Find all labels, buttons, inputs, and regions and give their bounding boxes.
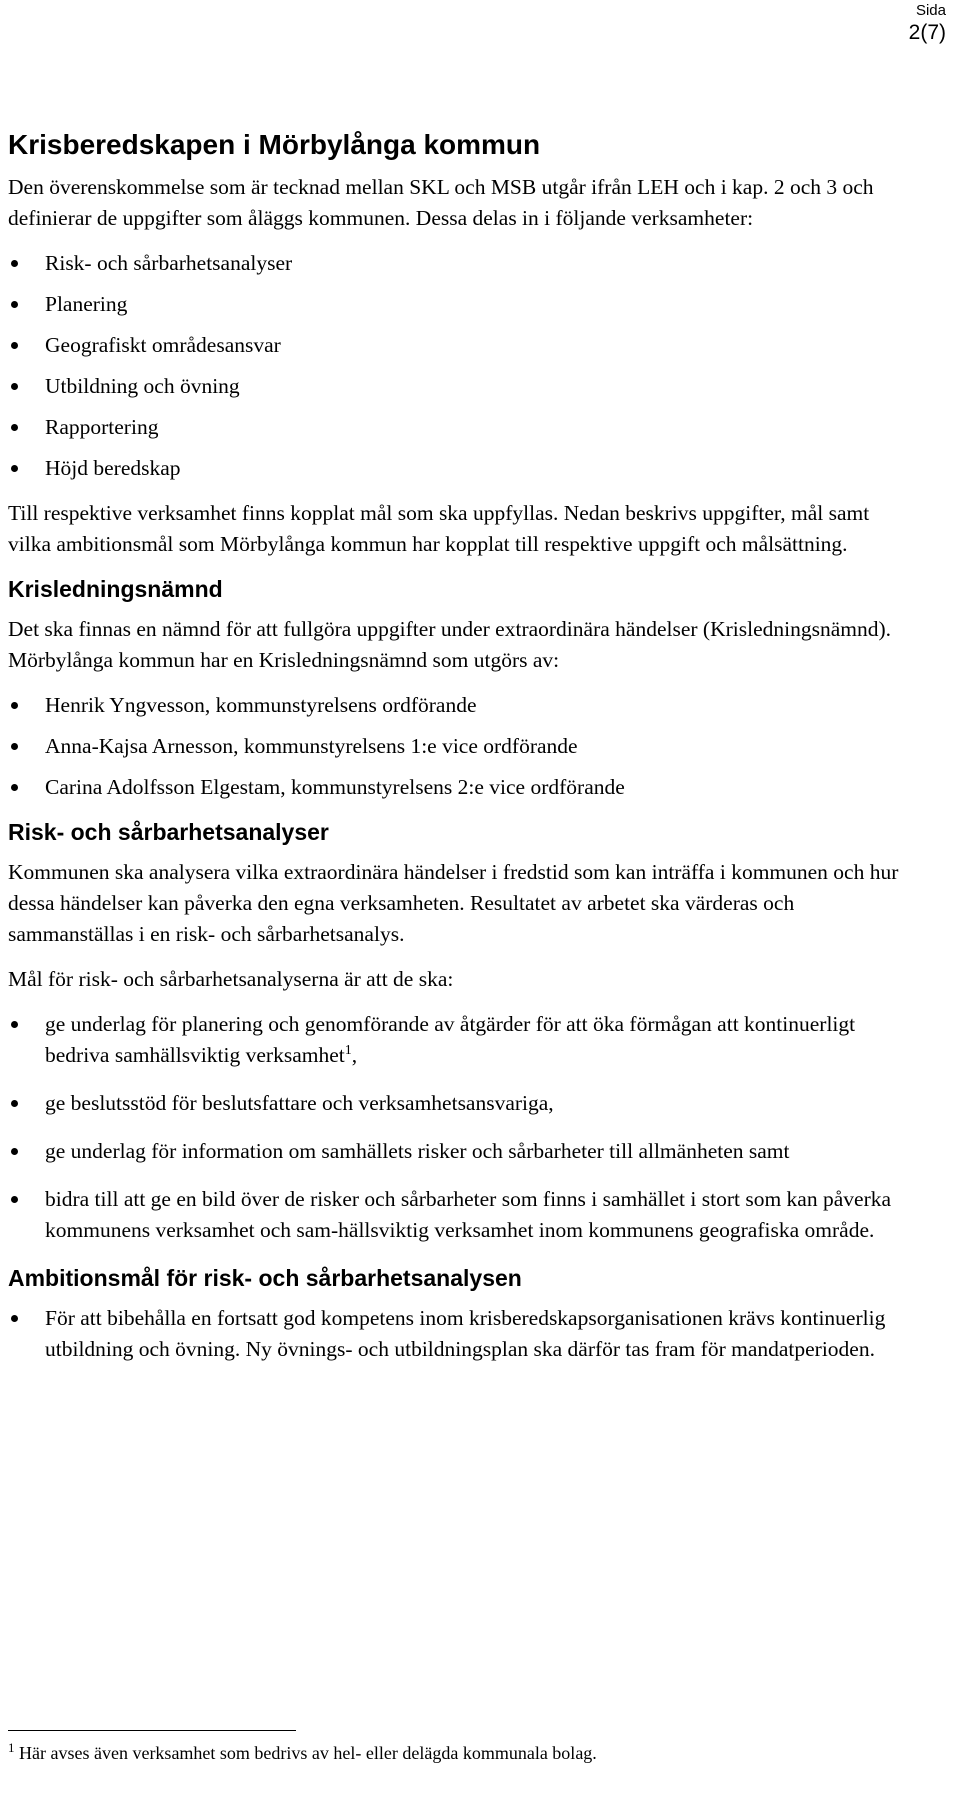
footnote-ref: 1 xyxy=(344,1042,352,1058)
page-label: Sida xyxy=(915,2,946,19)
list-item: Risk- och sårbarhetsanalyser xyxy=(8,248,908,279)
page-indicator xyxy=(909,2,946,46)
intro-paragraph-2: Till respektive verksamhet finns kopplat mål som ska uppfyllas. Nedan beskrivs uppgifter, mål samt vilka ambitionsmål som Mörbylånga kommun har kopplat till respektive uppgift och målsättning. xyxy=(8,501,870,556)
section-heading-rsa: Risk- och sårbarhetsanalyser xyxy=(8,819,329,845)
footnote-separator xyxy=(8,1730,296,1731)
page-number: 2(7) xyxy=(908,21,946,44)
activity-list xyxy=(8,248,908,484)
ambition-list xyxy=(8,1303,908,1365)
krisledning-paragraph: Det ska finnas en nämnd för att fullgöra uppgifter under extraordinära händelser (Krisledningsnämnd). Mörbylånga kommun har en Krisledningsnämnd som utgörs av: xyxy=(8,617,892,672)
rsa-paragraph: Kommunen ska analysera vilka extraordinära händelser i fredstid som kan inträffa i kommunen och hur dessa händelser kan påverka den egna verksamheten. Resultatet av arbetet ska värderas och sammanställas i en risk- och sårbarhetsanalys. xyxy=(8,860,899,946)
intro-paragraph: Den överenskommelse som är tecknad mellan SKL och MSB utgår ifrån LEH och i kap. 2 och 3 och definierar de uppgifter som åläggs kommunen. Dessa delas in i följande verksamheter: xyxy=(8,175,874,230)
list-item xyxy=(8,1009,908,1071)
list-item: Geografiskt områdesansvar xyxy=(8,330,908,361)
list-item: ge underlag för information om samhällets risker och sårbarheter till allmänheten samt xyxy=(8,1136,908,1167)
section-heading-ambition: Ambitionsmål för risk- och sårbarhetsanalysen xyxy=(8,1265,522,1291)
list-item: Planering xyxy=(8,289,908,320)
footnote-number: 1 xyxy=(8,1740,15,1755)
list-item: ge beslutsstöd för beslutsfattare och verksamhetsansvariga, xyxy=(8,1088,908,1119)
list-item: Henrik Yngvesson, kommunstyrelsens ordförande xyxy=(8,690,908,721)
list-item: bidra till att ge en bild över de risker och sårbarheter som finns i samhället i stort som kan påverka kommunens verksamhet och sam-hällsviktig verksamhet inom kommunens geografiska område. xyxy=(8,1184,908,1246)
list-item: Rapportering xyxy=(8,412,908,443)
goal-text: ge underlag för planering och genomförande av åtgärder för att öka förmågan att kontinuerligt bedriva samhällsviktig verksamhet xyxy=(45,1012,856,1067)
list-item: Höjd beredskap xyxy=(8,453,908,484)
list-item: Utbildning och övning xyxy=(8,371,908,402)
footnote-text: Här avses även verksamhet som bedrivs av hel- eller delägda kommunala bolag. xyxy=(19,1743,597,1763)
list-item: För att bibehålla en fortsatt god kompetens inom krisberedskapsorganisationen krävs kontinuerlig utbildning och övning. Ny övnings- och utbildningsplan ska därför tas fram för mandatperioden. xyxy=(8,1303,908,1365)
document-body xyxy=(8,128,908,1382)
rsa-goals-intro: Mål för risk- och sårbarhetsanalyserna är att de ska: xyxy=(8,967,454,991)
list-item: Anna-Kajsa Arnesson, kommunstyrelsens 1:e vice ordförande xyxy=(8,731,908,762)
footnote xyxy=(8,1742,597,1764)
section-heading-krisledning: Krisledningsnämnd xyxy=(8,576,223,602)
goal-list xyxy=(8,1009,908,1246)
goal-tail: , xyxy=(351,1043,358,1067)
document-title: Krisberedskapen i Mörbylånga kommun xyxy=(8,129,541,160)
member-list xyxy=(8,690,908,803)
list-item: Carina Adolfsson Elgestam, kommunstyrelsens 2:e vice ordförande xyxy=(8,772,908,803)
